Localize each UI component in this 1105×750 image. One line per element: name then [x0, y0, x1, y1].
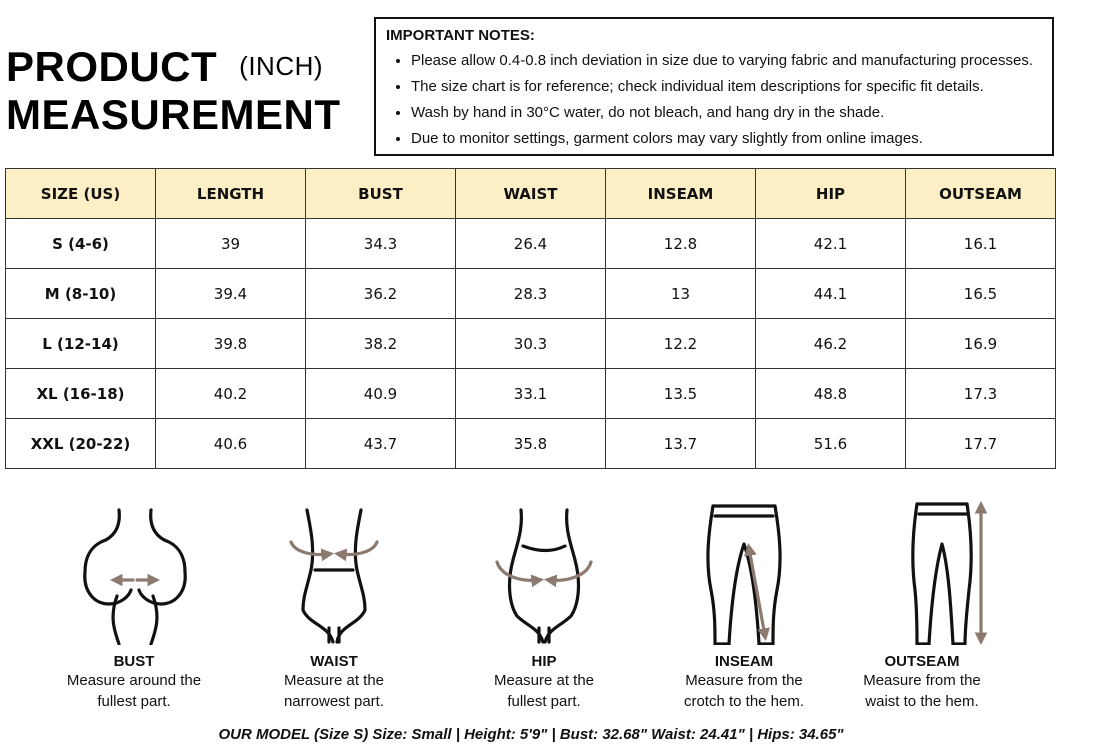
inseam-diagram: [644, 500, 844, 712]
table-cell: 34.3: [306, 219, 456, 269]
table-cell: 38.2: [306, 319, 456, 369]
diagram-desc: Measure from the: [863, 672, 981, 689]
table-cell: XL (16-18): [6, 369, 156, 419]
diagram-desc: Measure at the: [493, 672, 595, 689]
inseam-diagram-icon: [669, 500, 819, 645]
table-cell: 39.4: [156, 269, 306, 319]
table-cell: 17.7: [906, 419, 1056, 469]
table-cell: 39: [156, 219, 306, 269]
diagram-desc: fullest part.: [97, 693, 171, 710]
table-cell: 30.3: [456, 319, 606, 369]
note-item: • The size chart is for reference; check individual item descriptions for specific fit details.: [411, 74, 1042, 100]
table-row: [6, 269, 1056, 319]
note-item: • Wash by hand in 30°C water, do not bleach, and hang dry in the shade.: [411, 100, 1042, 126]
table-cell: 42.1: [756, 219, 906, 269]
table-cell: M (8-10): [6, 269, 156, 319]
table-cell: 33.1: [456, 369, 606, 419]
hip-diagram: [444, 500, 644, 712]
diagram-desc: Measure around the: [66, 672, 202, 689]
outseam-diagram-icon: [847, 500, 997, 645]
waist-diagram: [234, 500, 434, 712]
table-cell: 13: [606, 269, 756, 319]
table-cell: 35.8: [456, 419, 606, 469]
diagram-name: INSEAM: [714, 653, 774, 670]
table-cell: 36.2: [306, 269, 456, 319]
bust-diagram-icon: [59, 500, 209, 645]
notes-list: [386, 48, 1042, 152]
title-line2: MEASUREMENT: [6, 91, 341, 138]
diagram-desc: waist to the hem.: [865, 693, 979, 710]
model-info: OUR MODEL (Size S) Size: Small | Height: 5'9" | Bust: 32.68" Waist: 24.41" | Hips: 34.65": [218, 726, 844, 743]
column-header: LENGTH: [156, 169, 306, 219]
important-notes-box: [374, 17, 1054, 156]
size-table: [5, 168, 1056, 469]
table-cell: 44.1: [756, 269, 906, 319]
column-header: BUST: [306, 169, 456, 219]
table-cell: 43.7: [306, 419, 456, 469]
table-row: [6, 419, 1056, 469]
table-cell: 13.5: [606, 369, 756, 419]
table-cell: 40.6: [156, 419, 306, 469]
note-item: • Please allow 0.4-0.8 inch deviation in size due to varying fabric and manufacturing processes.: [411, 48, 1042, 74]
column-header: INSEAM: [606, 169, 756, 219]
table-cell: L (12-14): [6, 319, 156, 369]
column-header: WAIST: [456, 169, 606, 219]
table-cell: 16.9: [906, 319, 1056, 369]
diagram-name: BUST: [113, 653, 155, 670]
table-cell: 12.2: [606, 319, 756, 369]
column-header: SIZE (US): [6, 169, 156, 219]
table-header-row: [6, 169, 1056, 219]
table-row: [6, 319, 1056, 369]
table-cell: 46.2: [756, 319, 906, 369]
table-cell: 16.5: [906, 269, 1056, 319]
outseam-diagram: [822, 500, 1022, 712]
notes-heading: IMPORTANT NOTES:: [386, 27, 535, 44]
table-cell: 26.4: [456, 219, 606, 269]
diagram-desc: Measure from the: [685, 672, 803, 689]
diagram-name: WAIST: [310, 653, 358, 670]
table-cell: 39.8: [156, 319, 306, 369]
waist-diagram-icon: [259, 500, 409, 645]
table-cell: S (4-6): [6, 219, 156, 269]
diagram-desc: crotch to the hem.: [683, 693, 805, 710]
table-row: [6, 369, 1056, 419]
diagram-desc: Measure at the: [283, 672, 385, 689]
page-title: [6, 42, 341, 139]
diagram-desc: narrowest part.: [283, 693, 385, 710]
title-unit: (INCH): [239, 51, 324, 81]
column-header: OUTSEAM: [906, 169, 1056, 219]
table-cell: 28.3: [456, 269, 606, 319]
diagram-name: HIP: [531, 653, 557, 670]
note-item: • Due to monitor settings, garment colors may vary slightly from online images.: [411, 126, 1042, 152]
table-cell: 51.6: [756, 419, 906, 469]
table-cell: 16.1: [906, 219, 1056, 269]
table-cell: 12.8: [606, 219, 756, 269]
title-line1: PRODUCT: [6, 43, 218, 90]
table-cell: 17.3: [906, 369, 1056, 419]
column-header: HIP: [756, 169, 906, 219]
table-cell: 40.9: [306, 369, 456, 419]
hip-diagram-icon: [469, 500, 619, 645]
table-cell: 13.7: [606, 419, 756, 469]
table-cell: 40.2: [156, 369, 306, 419]
table-row: [6, 219, 1056, 269]
table-cell: 48.8: [756, 369, 906, 419]
table-cell: XXL (20-22): [6, 419, 156, 469]
diagram-desc: fullest part.: [507, 693, 581, 710]
diagram-name: OUTSEAM: [884, 653, 960, 670]
bust-diagram: [34, 500, 234, 712]
